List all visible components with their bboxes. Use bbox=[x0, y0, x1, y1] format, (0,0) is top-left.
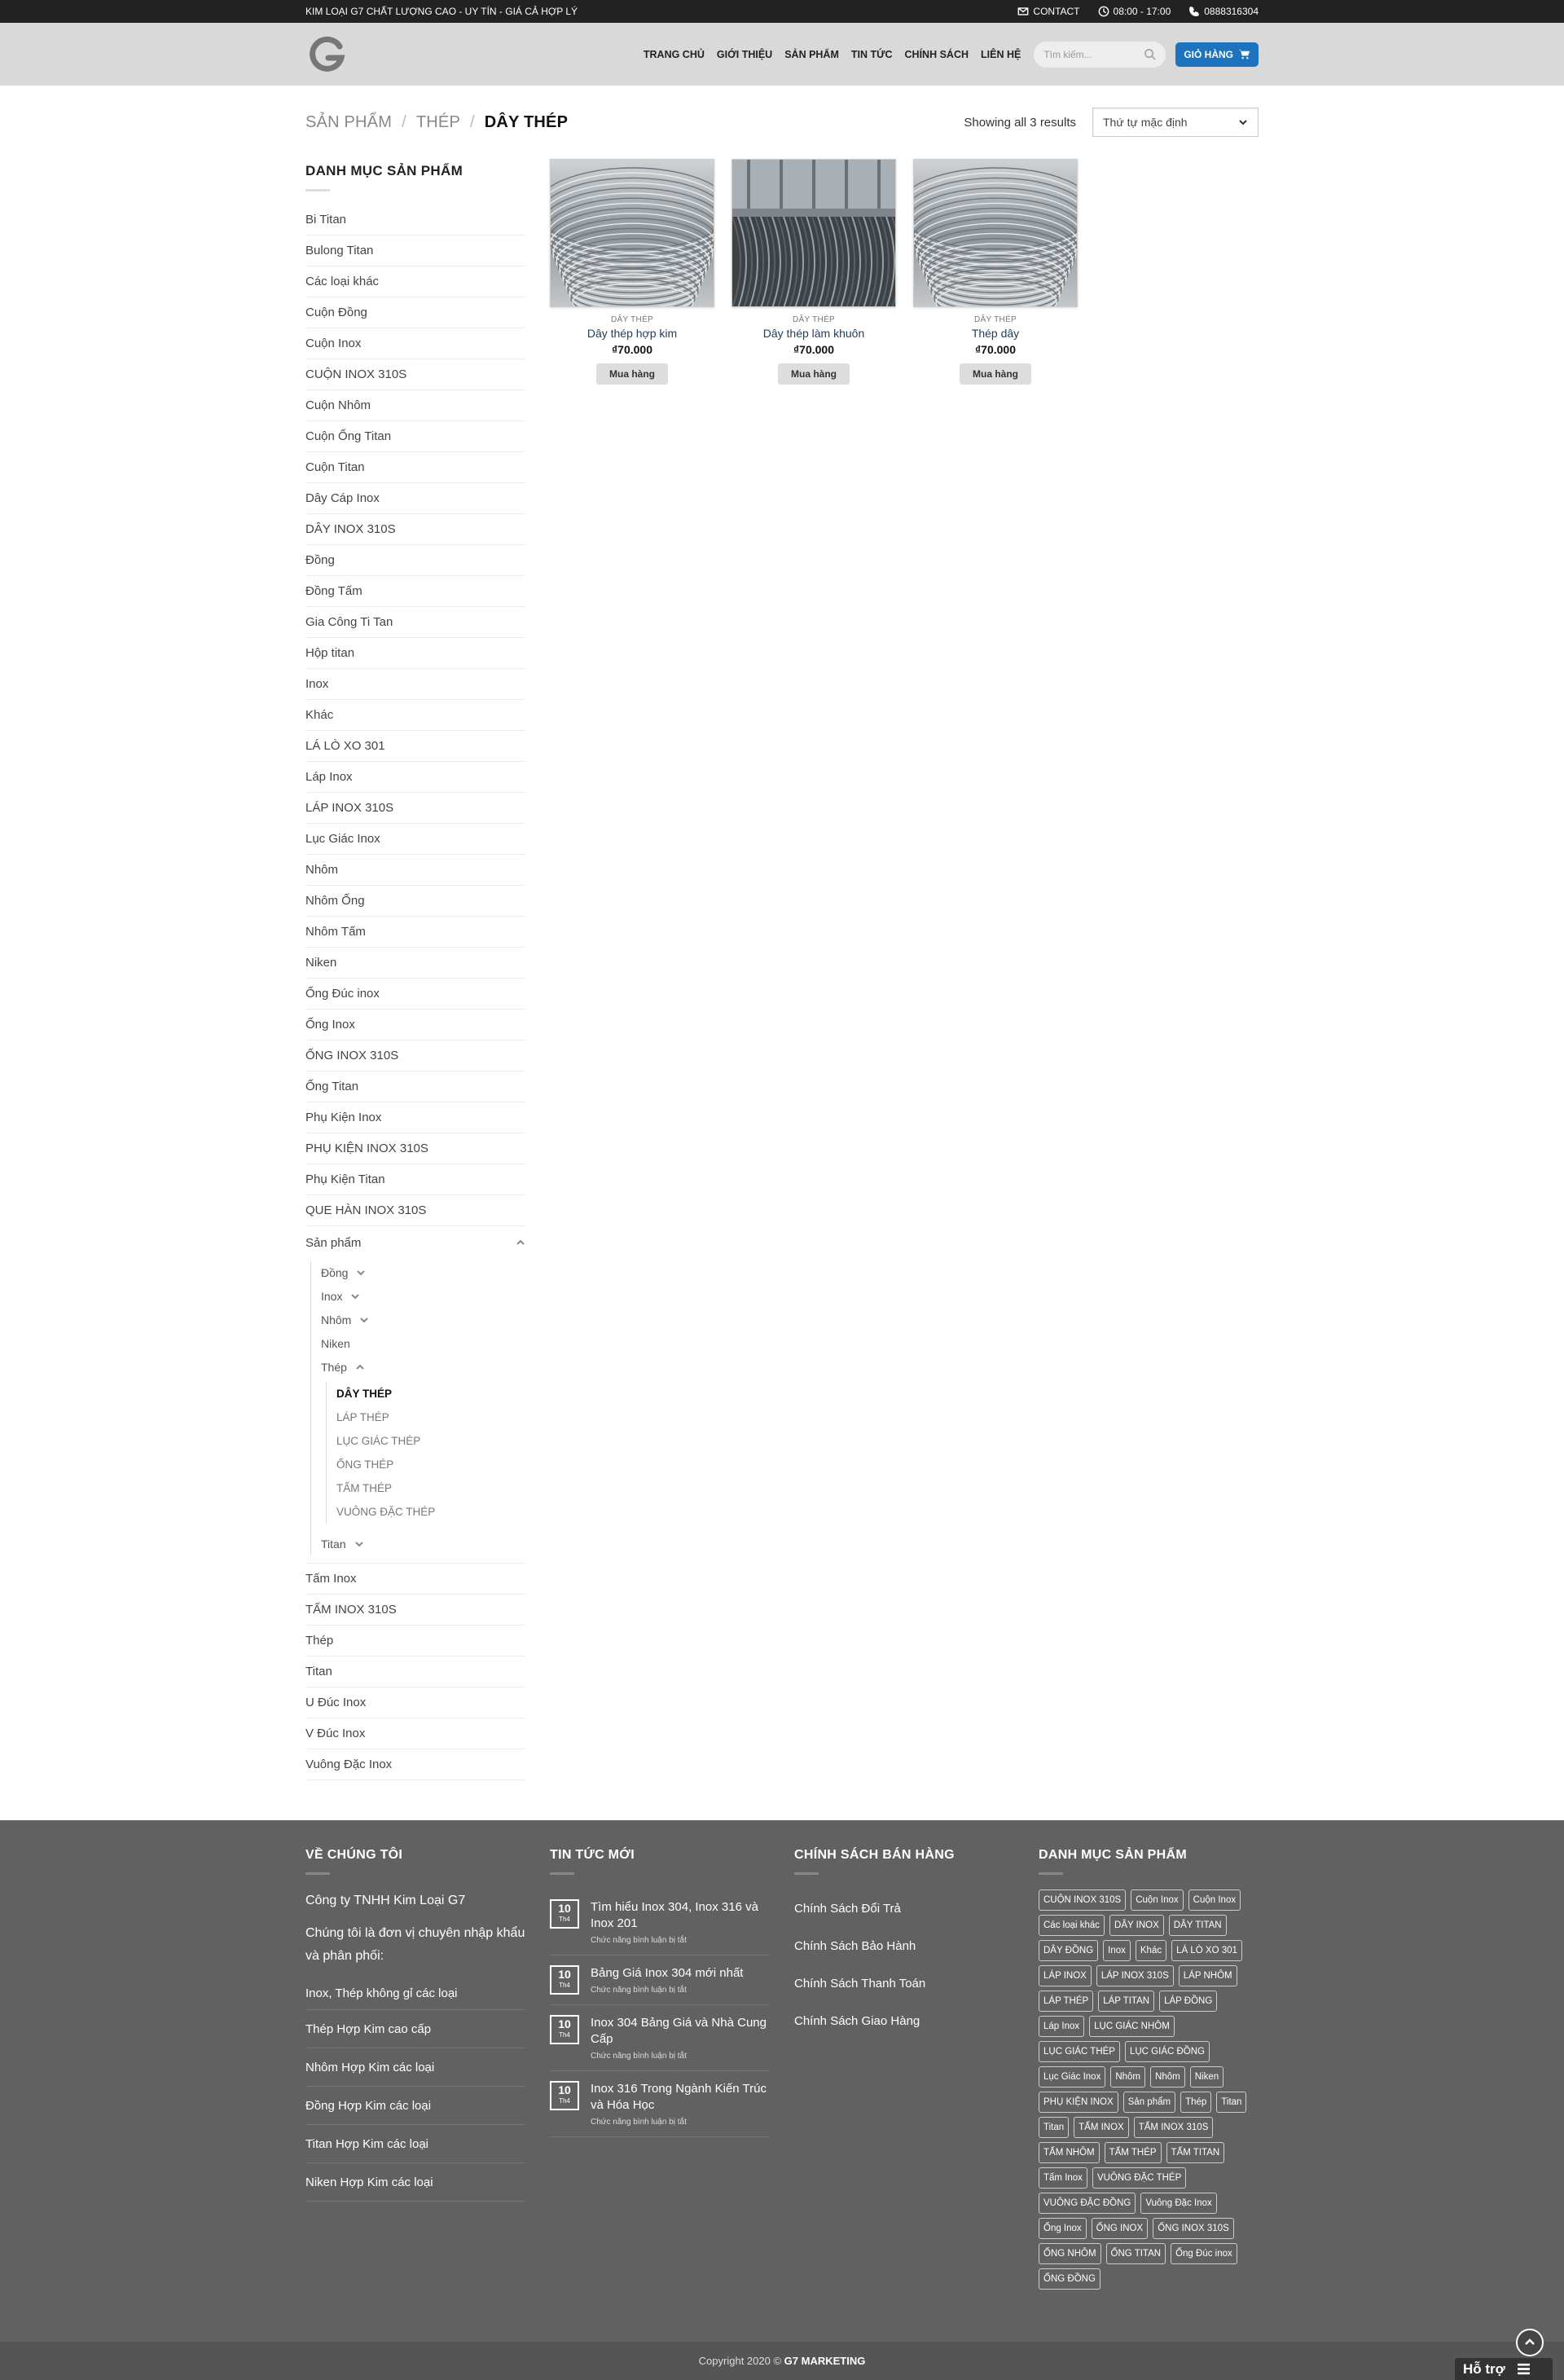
tag-item[interactable]: ỐNG INOX 310S bbox=[1153, 2218, 1234, 2239]
news-month: Th4 bbox=[559, 1916, 570, 1923]
product-price: ₫70.000 bbox=[793, 343, 834, 356]
news-date-badge bbox=[550, 2015, 579, 2044]
sidebar-category[interactable]: Ống Đúc inox bbox=[305, 979, 525, 1010]
tag-item[interactable]: DÂY TITAN bbox=[1169, 1915, 1227, 1936]
sidebar-category[interactable]: Cuộn Nhôm bbox=[305, 390, 525, 421]
news-item[interactable] bbox=[550, 1889, 770, 1955]
news-date-badge bbox=[550, 1965, 579, 1995]
breadcrumb-current: DÂY THÉP bbox=[484, 112, 569, 131]
buy-button[interactable]: Mua hàng bbox=[778, 363, 850, 385]
breadcrumb-separator: / bbox=[402, 112, 406, 131]
chevron-down-icon[interactable] bbox=[350, 1291, 360, 1301]
copyright-bar bbox=[0, 2342, 1564, 2380]
subcategory-item-titan[interactable] bbox=[321, 1532, 525, 1555]
footer-news bbox=[550, 1848, 770, 2290]
subcategory-item-thep[interactable] bbox=[321, 1355, 525, 1379]
sidebar-category[interactable]: ỐNG INOX 310S bbox=[305, 1040, 525, 1071]
tag-item[interactable]: ỐNG NHÔM bbox=[1039, 2243, 1101, 2264]
subsubcategory-item[interactable]: ỐNG THÉP bbox=[336, 1458, 394, 1471]
news-date-badge bbox=[550, 2081, 579, 2110]
subsubcategory-item[interactable]: TẤM THÉP bbox=[336, 1482, 393, 1494]
nav-about[interactable]: GIỚI THIỆU bbox=[716, 48, 773, 60]
product-name[interactable]: Dây thép hợp kim bbox=[586, 327, 678, 340]
divider bbox=[550, 1872, 574, 1875]
breadcrumb-separator: / bbox=[469, 112, 475, 131]
subsubcategory-item[interactable]: VUÔNG ĐẶC THÉP bbox=[336, 1506, 436, 1518]
nav-home[interactable]: TRANG CHỦ bbox=[643, 48, 705, 60]
sidebar-category[interactable]: Láp Inox bbox=[305, 762, 525, 793]
sidebar-category[interactable]: Cuộn Inox bbox=[305, 328, 525, 359]
about-item[interactable]: Niken Hợp Kim các loại bbox=[305, 2163, 525, 2202]
sidebar-category[interactable]: Cuộn Titan bbox=[305, 452, 525, 483]
news-title[interactable]: Bảng Giá Inox 304 mới nhất bbox=[591, 1966, 744, 1980]
product-card bbox=[550, 159, 714, 385]
news-day: 10 bbox=[558, 1968, 571, 1981]
sidebar-category[interactable]: DÂY INOX 310S bbox=[305, 514, 525, 545]
about-item[interactable]: Đồng Hợp Kim các loại bbox=[305, 2087, 525, 2125]
news-comment-status: Chức năng bình luận bị tắt bbox=[591, 1936, 687, 1945]
tag-item[interactable]: TẤM TITAN bbox=[1166, 2142, 1225, 2163]
divider bbox=[794, 1872, 819, 1875]
product-image[interactable] bbox=[731, 159, 896, 307]
sidebar-category-san-pham bbox=[305, 1226, 525, 1564]
sidebar-category[interactable]: LÁP INOX 310S bbox=[305, 793, 525, 824]
product-image[interactable] bbox=[913, 159, 1078, 307]
subsubcategory-item[interactable]: DÂY THÉP bbox=[336, 1388, 393, 1400]
product-category: DÂY THÉP bbox=[610, 315, 654, 324]
tag-item[interactable]: Ống Inox bbox=[1039, 2218, 1087, 2239]
sidebar-category[interactable]: Lục Giác Inox bbox=[305, 824, 525, 855]
buy-button[interactable]: Mua hàng bbox=[596, 363, 668, 385]
subcategory-item[interactable] bbox=[321, 1284, 525, 1308]
product-category: DÂY THÉP bbox=[973, 315, 1017, 324]
hours-label: 08:00 - 17:00 bbox=[1113, 6, 1171, 17]
sidebar-category[interactable]: Dây Cáp Inox bbox=[305, 483, 525, 514]
sidebar bbox=[305, 159, 525, 1780]
news-title[interactable]: Inox 304 Bảng Giá và Nhà Cung Cấp bbox=[591, 2016, 767, 2046]
tag-item[interactable]: Khác bbox=[1136, 1940, 1166, 1961]
tag-item[interactable]: LÁP NHÔM bbox=[1179, 1965, 1237, 1986]
sidebar-category-label: Sản phẩm bbox=[305, 1235, 362, 1250]
sidebar-category[interactable]: LÁ LÒ XO 301 bbox=[305, 731, 525, 762]
tag-item[interactable]: DÂY ĐỒNG bbox=[1039, 1940, 1098, 1961]
tag-item[interactable]: TẤM THÉP bbox=[1105, 2142, 1162, 2163]
news-item[interactable] bbox=[550, 2005, 770, 2071]
news-month: Th4 bbox=[559, 2097, 570, 2105]
tag-item[interactable]: Nhôm bbox=[1150, 2066, 1185, 2087]
search-input[interactable] bbox=[1034, 42, 1166, 68]
sidebar-category[interactable]: Ống Inox bbox=[305, 1010, 525, 1040]
product-name[interactable]: Thép dây bbox=[971, 327, 1020, 340]
logo[interactable] bbox=[307, 35, 346, 74]
subsubcategory-item[interactable]: LỤC GIÁC THÉP bbox=[336, 1435, 421, 1447]
sidebar-category[interactable]: Hộp titan bbox=[305, 638, 525, 669]
news-item[interactable] bbox=[550, 1955, 770, 2005]
tag-item[interactable]: TẤM INOX bbox=[1074, 2117, 1129, 2138]
chevron-down-icon[interactable] bbox=[354, 1539, 364, 1549]
news-day: 10 bbox=[558, 1902, 571, 1915]
tag-item[interactable]: Láp Inox bbox=[1039, 2016, 1084, 2037]
search-placeholder: Tìm kiếm... bbox=[1043, 48, 1092, 60]
sidebar-category[interactable]: Khác bbox=[305, 700, 525, 731]
tag-item[interactable]: LỤC GIÁC ĐỒNG bbox=[1125, 2041, 1210, 2062]
tag-item[interactable]: VUÔNG ĐẶC ĐỒNG bbox=[1039, 2193, 1136, 2214]
sidebar-category[interactable]: Tấm Inox bbox=[305, 1564, 525, 1595]
sidebar-category[interactable]: Các loại khác bbox=[305, 266, 525, 297]
sidebar-category[interactable]: TẤM INOX 310S bbox=[305, 1595, 525, 1626]
phone-link[interactable] bbox=[1188, 6, 1259, 17]
page-title-bar bbox=[0, 86, 1564, 159]
sidebar-title: DANH MỤC SẢN PHẨM bbox=[305, 163, 463, 178]
sidebar-category[interactable]: Bulong Titan bbox=[305, 235, 525, 266]
sidebar-category[interactable]: Phụ Kiện Titan bbox=[305, 1164, 525, 1195]
sidebar-category[interactable]: V Đúc Inox bbox=[305, 1718, 525, 1749]
tag-item[interactable]: LÁP TITAN bbox=[1098, 1991, 1154, 2012]
subcategory-label: Niken bbox=[321, 1336, 350, 1350]
sidebar-category[interactable]: Inox bbox=[305, 669, 525, 700]
news-body bbox=[591, 2015, 770, 2061]
tag-item[interactable]: TẤM NHÔM bbox=[1039, 2142, 1100, 2163]
sidebar-category[interactable]: Cuộn Đồng bbox=[305, 297, 525, 328]
nav-products[interactable]: SẢN PHẨM bbox=[784, 48, 839, 60]
tag-item[interactable]: LÁP INOX 310S bbox=[1096, 1965, 1174, 1986]
news-day: 10 bbox=[558, 2017, 571, 2030]
subcategory-list bbox=[310, 1260, 525, 1555]
news-body bbox=[591, 2081, 770, 2127]
chevron-down-icon[interactable] bbox=[359, 1315, 369, 1325]
sidebar-category-header[interactable] bbox=[305, 1234, 525, 1251]
header bbox=[0, 23, 1564, 86]
policy-link[interactable]: Chính Sách Đổi Trả bbox=[794, 1901, 901, 1916]
tag-item[interactable]: Titan bbox=[1039, 2117, 1069, 2138]
search-icon[interactable] bbox=[1144, 48, 1156, 60]
news-body bbox=[591, 1899, 770, 1945]
tag-item[interactable]: Inox bbox=[1103, 1940, 1131, 1961]
sidebar-category[interactable]: Đồng Tấm bbox=[305, 576, 525, 607]
breadcrumb-products[interactable]: SẢN PHẨM bbox=[305, 112, 393, 131]
policy-link[interactable]: Chính Sách Thanh Toán bbox=[794, 1976, 926, 1991]
tag-item[interactable]: DÂY INOX bbox=[1109, 1915, 1164, 1936]
subcategory-label: Titan bbox=[321, 1537, 346, 1551]
news-day: 10 bbox=[558, 2083, 571, 2096]
sidebar-category[interactable]: Cuộn Ống Titan bbox=[305, 421, 525, 452]
footer-policy bbox=[794, 1848, 1014, 2290]
sidebar-category[interactable]: CUỘN INOX 310S bbox=[305, 359, 525, 390]
footer-tags bbox=[1039, 1848, 1259, 2290]
footer-news-title: TIN TỨC MỚI bbox=[550, 1848, 635, 1862]
news-month: Th4 bbox=[559, 2031, 570, 2039]
sidebar-category[interactable]: Bi Titan bbox=[305, 205, 525, 235]
policy-link[interactable]: Chính Sách Bảo Hành bbox=[794, 1938, 916, 1953]
news-comment-status: Chức năng bình luận bị tắt bbox=[591, 2052, 687, 2061]
contact-label: CONTACT bbox=[1033, 6, 1080, 17]
nav-contact[interactable]: LIÊN HỆ bbox=[981, 48, 1021, 60]
nav-news[interactable]: TIN TỨC bbox=[850, 48, 893, 60]
chevron-down-icon[interactable] bbox=[356, 1268, 366, 1278]
footer-policy-title: CHÍNH SÁCH BÁN HÀNG bbox=[794, 1848, 955, 1862]
back-to-top-button[interactable] bbox=[1516, 2329, 1544, 2356]
tag-item[interactable]: LỤC GIÁC THÉP bbox=[1039, 2041, 1120, 2062]
product-grid bbox=[550, 159, 1078, 1780]
tag-item[interactable]: ỐNG INOX bbox=[1092, 2218, 1149, 2239]
cart-label: GIỎ HÀNG bbox=[1184, 48, 1233, 60]
copyright-brand: G7 MARKETING bbox=[784, 2355, 866, 2367]
product-image[interactable] bbox=[550, 159, 714, 307]
main-nav bbox=[644, 49, 1021, 60]
chevron-up-icon bbox=[1524, 2337, 1535, 2348]
tag-item[interactable]: ỐNG ĐỒNG bbox=[1039, 2268, 1101, 2290]
envelope-icon bbox=[1017, 6, 1029, 17]
menu-icon bbox=[1517, 2362, 1531, 2376]
category-list bbox=[305, 205, 525, 1780]
support-button[interactable] bbox=[1455, 2358, 1553, 2380]
divider bbox=[305, 189, 330, 191]
sidebar-category[interactable]: Đồng bbox=[305, 545, 525, 576]
sidebar-category[interactable]: Thép bbox=[305, 1626, 525, 1656]
top-bar bbox=[0, 0, 1564, 23]
sort-value: Thứ tự mặc định bbox=[1103, 116, 1188, 129]
slogan: KIM LOẠI G7 CHẤT LƯỢNG CAO - UY TÍN - GIÁ CẢ HỢP LÝ bbox=[305, 6, 578, 17]
news-title[interactable]: Inox 316 Trong Ngành Kiến Trúc và Hóa Học bbox=[591, 2082, 767, 2112]
news-date-badge bbox=[550, 1899, 579, 1929]
tag-item[interactable]: Ống Đúc inox bbox=[1171, 2243, 1237, 2264]
sidebar-category[interactable]: Gia Công Ti Tan bbox=[305, 607, 525, 638]
phone-icon bbox=[1188, 6, 1200, 17]
result-count: Showing all 3 results bbox=[964, 115, 1076, 130]
nav-policy[interactable]: CHÍNH SÁCH bbox=[904, 48, 969, 60]
about-item[interactable]: Titan Hợp Kim các loại bbox=[305, 2125, 525, 2163]
cart-button[interactable] bbox=[1175, 42, 1259, 67]
tag-item[interactable]: LÁP ĐỒNG bbox=[1159, 1991, 1217, 2012]
product-category: DÂY THÉP bbox=[792, 315, 836, 324]
tag-item[interactable]: CUỘN INOX 310S bbox=[1039, 1889, 1126, 1911]
product-card bbox=[731, 159, 896, 385]
subcategory-item[interactable] bbox=[321, 1308, 525, 1331]
chevron-up-icon[interactable] bbox=[516, 1238, 525, 1247]
about-item[interactable]: Nhôm Hợp Kim các loại bbox=[305, 2048, 525, 2087]
breadcrumb bbox=[305, 113, 568, 132]
news-item[interactable] bbox=[550, 2071, 770, 2137]
sidebar-category[interactable]: Nhôm bbox=[305, 855, 525, 886]
product-card bbox=[913, 159, 1078, 385]
footer-tags-title: DANH MỤC SẢN PHẨM bbox=[1039, 1848, 1187, 1862]
subsubcategory-list bbox=[326, 1382, 525, 1524]
chevron-down-icon bbox=[1238, 117, 1248, 127]
subcategory-label: Thép bbox=[321, 1360, 347, 1374]
footer-about-title: VỀ CHÚNG TÔI bbox=[305, 1848, 403, 1862]
support-label: Hỗ trợ bbox=[1463, 2360, 1505, 2377]
footer-about bbox=[305, 1848, 525, 2290]
hours-info bbox=[1098, 6, 1171, 17]
news-body bbox=[591, 1965, 743, 1995]
tag-cloud bbox=[1039, 1889, 1259, 2290]
subsubcategory-item[interactable]: LÁP THÉP bbox=[336, 1411, 389, 1423]
sidebar-category[interactable]: PHỤ KIỆN INOX 310S bbox=[305, 1133, 525, 1164]
policy-link[interactable]: Chính Sách Giao Hàng bbox=[794, 2013, 920, 2028]
divider bbox=[305, 1872, 330, 1875]
product-price: ₫70.000 bbox=[974, 343, 1016, 356]
sidebar-category[interactable]: Nhôm Ống bbox=[305, 886, 525, 917]
subcategory-label: Nhôm bbox=[321, 1313, 352, 1326]
tag-item[interactable]: Các loại khác bbox=[1039, 1915, 1105, 1936]
divider bbox=[1039, 1872, 1063, 1875]
sort-select[interactable] bbox=[1092, 108, 1259, 137]
footer bbox=[0, 1820, 1564, 2342]
sidebar-category[interactable]: Phụ Kiện Inox bbox=[305, 1102, 525, 1133]
news-title[interactable]: Tìm hiểu Inox 304, Inox 316 và Inox 201 bbox=[591, 1900, 758, 1930]
tag-item[interactable]: Tấm Inox bbox=[1039, 2167, 1087, 2189]
tag-item[interactable]: Nhôm bbox=[1110, 2066, 1145, 2087]
tag-item[interactable]: LÁP THÉP bbox=[1039, 1991, 1093, 2012]
sidebar-category[interactable]: Ống Titan bbox=[305, 1071, 525, 1102]
about-item[interactable]: Thép Hợp Kim cao cấp bbox=[305, 2010, 525, 2048]
company-intro: Chúng tôi là đơn vị chuyên nhập khẩu và phân phối: bbox=[305, 1926, 525, 1963]
tag-item[interactable]: LÁ LÒ XO 301 bbox=[1171, 1940, 1242, 1961]
tag-item[interactable]: Niken bbox=[1190, 2066, 1224, 2087]
news-comment-status: Chức năng bình luận bị tắt bbox=[591, 2118, 687, 2127]
chevron-up-icon[interactable] bbox=[355, 1362, 365, 1372]
contact-link[interactable] bbox=[1017, 6, 1079, 17]
tag-item[interactable]: ỐNG TITAN bbox=[1106, 2243, 1166, 2264]
tag-item[interactable]: Cuộn Inox bbox=[1131, 1889, 1183, 1911]
phone-label: 0888316304 bbox=[1204, 6, 1259, 17]
news-month: Th4 bbox=[559, 1982, 570, 1989]
subcategory-label: Đồng bbox=[321, 1265, 349, 1279]
sidebar-category[interactable]: Titan bbox=[305, 1656, 525, 1687]
buy-button[interactable]: Mua hàng bbox=[960, 363, 1031, 385]
subcategory-label: Inox bbox=[321, 1289, 343, 1303]
clock-icon bbox=[1098, 6, 1109, 17]
tag-item[interactable]: Thép bbox=[1180, 2092, 1211, 2113]
copyright-text: Copyright 2020 © bbox=[698, 2355, 782, 2367]
cart-icon bbox=[1238, 48, 1250, 60]
subcategory-item[interactable] bbox=[321, 1260, 525, 1284]
tag-item[interactable]: LỤC GIÁC NHÔM bbox=[1089, 2016, 1175, 2037]
tag-item[interactable]: Sản phẩm bbox=[1123, 2092, 1175, 2113]
sidebar-category[interactable]: Nhôm Tấm bbox=[305, 917, 525, 948]
news-comment-status: Chức năng bình luận bị tắt bbox=[591, 1986, 687, 1995]
sidebar-category[interactable]: Niken bbox=[305, 948, 525, 979]
sidebar-category[interactable]: QUE HÀN INOX 310S bbox=[305, 1195, 525, 1226]
product-price: ₫70.000 bbox=[611, 343, 652, 356]
product-name[interactable]: Dây thép làm khuôn bbox=[762, 327, 865, 340]
tag-item[interactable]: LÁP INOX bbox=[1039, 1965, 1092, 1986]
tag-item[interactable]: Vuông Đặc Inox bbox=[1140, 2193, 1216, 2214]
tag-item[interactable]: TẤM INOX 310S bbox=[1134, 2117, 1214, 2138]
tag-item[interactable]: Cuộn Inox bbox=[1188, 1889, 1241, 1911]
subcategory-item[interactable] bbox=[321, 1331, 525, 1355]
tag-item[interactable]: Lục Giác Inox bbox=[1039, 2066, 1105, 2087]
tag-item[interactable]: PHỤ KIỆN INOX bbox=[1039, 2092, 1118, 2113]
tag-item[interactable]: Titan bbox=[1216, 2092, 1246, 2113]
sidebar-category[interactable]: Vuông Đặc Inox bbox=[305, 1749, 525, 1780]
about-item[interactable]: Inox, Thép không gỉ các loại bbox=[305, 1977, 525, 2010]
breadcrumb-steel[interactable]: THÉP bbox=[415, 112, 460, 131]
sidebar-category[interactable]: U Đúc Inox bbox=[305, 1687, 525, 1718]
tag-item[interactable]: VUÔNG ĐẶC THÉP bbox=[1092, 2167, 1186, 2189]
company-name: Công ty TNHH Kim Loại G7 bbox=[305, 1894, 466, 1907]
